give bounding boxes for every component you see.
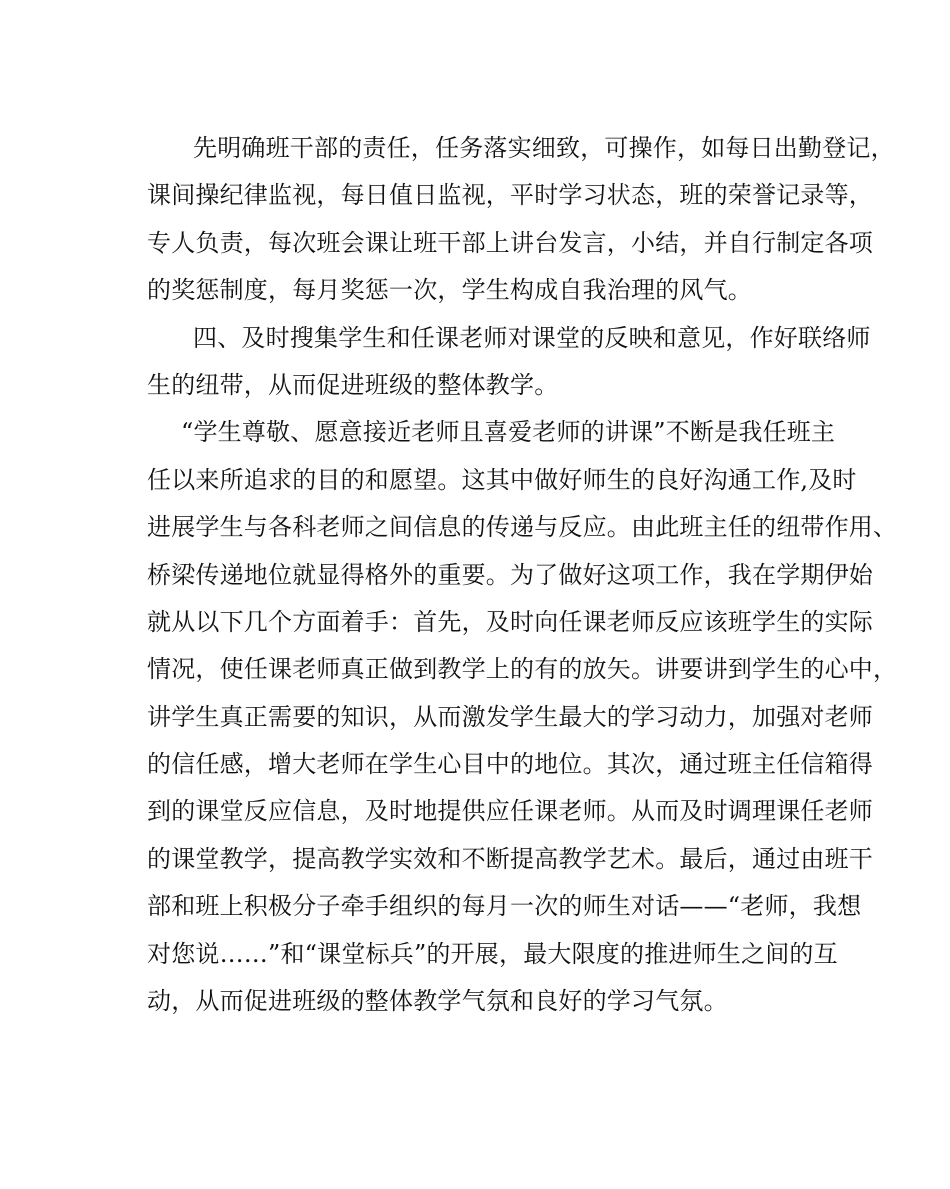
paragraph-3-line-4: 桥梁传递地位就显得格外的重要。为了做好这项工作，我在学期伊始 <box>147 560 873 589</box>
paragraph-1-line-3: 专人负责，每次班会课让班干部上讲台发言，小结，并自行制定各项 <box>147 228 873 257</box>
paragraph-3-line-3: 进展学生与各科老师之间信息的传递与反应。由此班主任的纽带作用、 <box>147 513 898 542</box>
paragraph-3-line-1: “学生尊敬、愿意接近老师且喜爱老师的讲课”不断是我任班主 <box>181 418 836 447</box>
paragraph-3-line-9: 到的课堂反应信息，及时地提供应任课老师。从而及时调理课任老师 <box>147 797 873 826</box>
paragraph-3-line-6: 情况，使任课老师真正做到教学上的有的放矢。讲要讲到学生的心中， <box>147 655 898 684</box>
paragraph-3-line-5: 就从以下几个方面着手：首先，及时向任课老师反应该班学生的实际 <box>147 607 873 636</box>
paragraph-1-line-1: 先明确班干部的责任，任务落实细致，可操作，如每日出勤登记， <box>193 134 895 162</box>
paragraph-3-line-7: 讲学生真正需要的知识，从而激发学生最大的学习动力，加强对老师 <box>147 702 873 731</box>
paragraph-3-line-12: 对您说……”和“课堂标兵”的开展，最大限度的推进师生之间的互 <box>147 939 838 968</box>
paragraph-3-line-2: 任以来所追求的目的和愿望。这其中做好师生的良好沟通工作,及时 <box>147 465 857 494</box>
body-text <box>147 128 898 1028</box>
paragraph-3-line-10: 的课堂教学，提高教学实效和不断提高教学艺术。最后，通过由班干 <box>147 844 873 873</box>
paragraph-3-line-11: 部和班上积极分子牵手组织的每月一次的师生对话——“老师，我想 <box>147 892 862 921</box>
paragraph-3-line-8: 的信任感，增大老师在学生心目中的地位。其次，通过班主任信箱得 <box>147 750 873 779</box>
paragraph-1-line-2: 课间操纪律监视，每日值日监视，平时学习状态，班的荣誉记录等， <box>147 181 873 210</box>
paragraph-2-line-1: 四、及时搜集学生和任课老师对课堂的反映和意见，作好联络师 <box>193 323 871 352</box>
paragraph-2-line-2: 生的纽带，从而促进班级的整体教学。 <box>147 370 559 399</box>
paragraph-3-line-13: 动，从而促进班级的整体教学气氛和良好的学习气氛。 <box>147 987 728 1016</box>
paragraph-1-line-4: 的奖惩制度，每月奖惩一次，学生构成自我治理的风气。 <box>147 276 752 305</box>
